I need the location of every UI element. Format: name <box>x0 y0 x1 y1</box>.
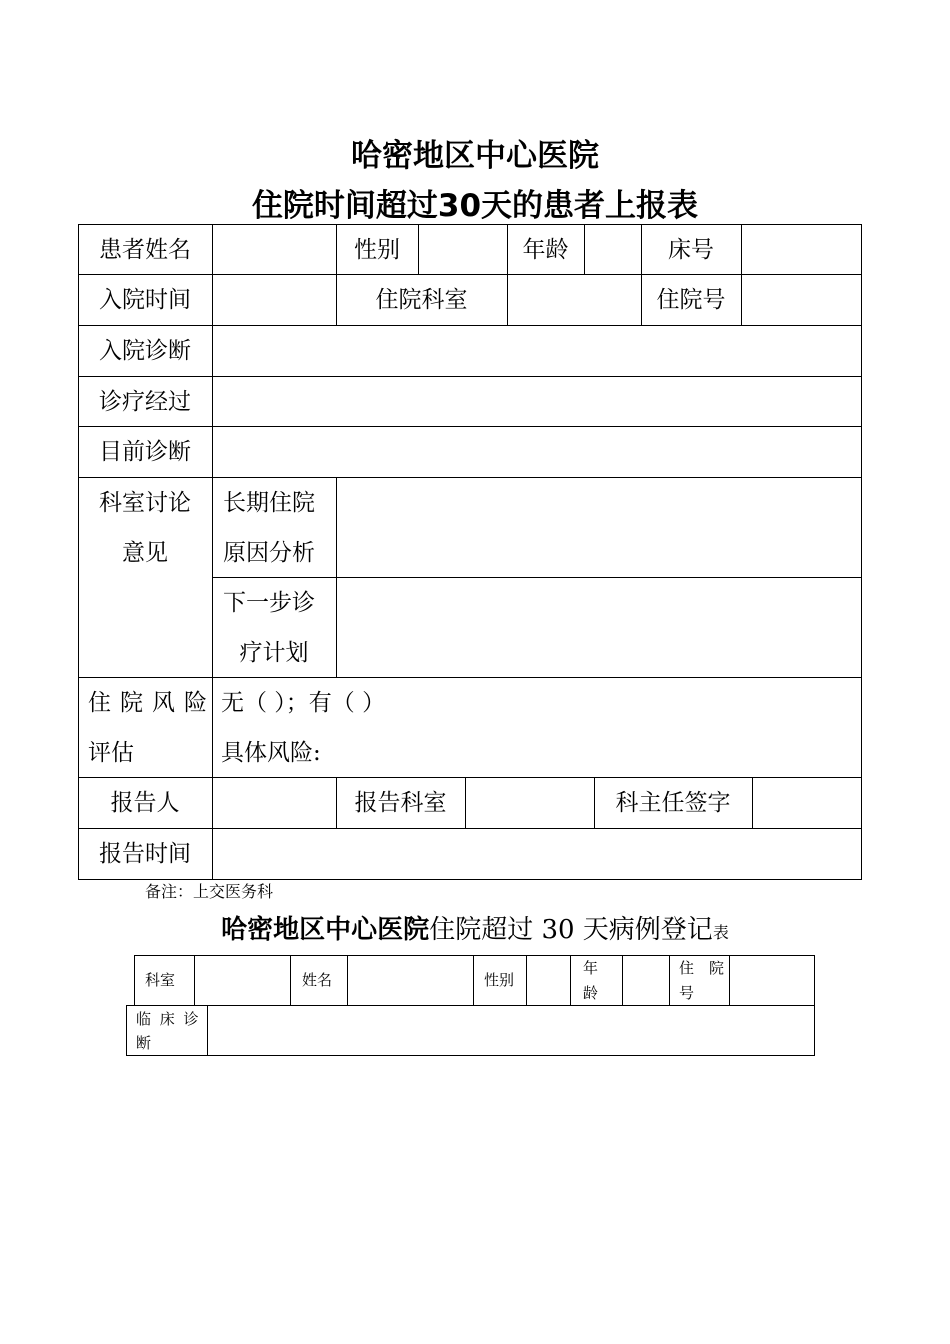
register-label-name: 姓名 <box>302 971 333 989</box>
label-inpatient-no: 住院号 <box>656 287 726 313</box>
label-admission-diagnosis: 入院诊断 <box>99 338 191 364</box>
label-director-signature: 科主任签字 <box>615 790 731 816</box>
submission-note: 备注：上交医务科 <box>145 882 274 901</box>
register-age-field[interactable] <box>623 956 669 1005</box>
age-field[interactable] <box>585 225 641 274</box>
register-label-inpatient-no-line1: 住 院 <box>679 959 725 977</box>
patient-name-field[interactable] <box>213 225 336 274</box>
register-name-field[interactable] <box>348 956 473 1005</box>
register-label-clinical-diagnosis-line2: 断 <box>136 1034 152 1052</box>
register-label-inpatient-no-line2: 号 <box>679 984 695 1002</box>
register-clinical-diagnosis-field[interactable] <box>208 1006 814 1055</box>
label-long-stay-reason-line2: 原因分析 <box>223 540 315 566</box>
label-report-time: 报告时间 <box>99 841 191 867</box>
label-specific-risk: 具体风险: <box>221 740 321 766</box>
register-title-suffix: 表 <box>712 923 729 942</box>
label-next-plan-line1: 下一步诊 <box>223 590 315 616</box>
register-label-age-line1: 年 <box>583 959 599 977</box>
label-patient-name: 患者姓名 <box>99 237 191 263</box>
current-diagnosis-field[interactable] <box>213 427 861 477</box>
report-time-field[interactable] <box>213 829 861 879</box>
register-inpatient-no-field[interactable] <box>730 956 814 1005</box>
register-gender-field[interactable] <box>527 956 570 1005</box>
gender-field[interactable] <box>419 225 507 274</box>
label-next-plan-line2: 疗计划 <box>239 640 309 666</box>
label-gender: 性别 <box>354 237 400 263</box>
specific-risk-field[interactable] <box>330 730 861 776</box>
register-label-age-line2: 龄 <box>583 984 599 1002</box>
form-title-report: 住院时间超过30天的患者上报表 <box>251 188 699 224</box>
department-field[interactable] <box>508 275 641 325</box>
register-department-field[interactable] <box>195 956 290 1005</box>
register-title <box>0 913 950 950</box>
admission-time-field[interactable] <box>213 275 336 325</box>
register-title-hospital: 哈密地区中心医院 <box>221 915 430 945</box>
label-long-stay-reason-line1: 长期住院 <box>223 490 315 516</box>
label-dept-discussion-line1: 科室讨论 <box>99 490 191 516</box>
label-risk-assessment-line1: 住院风险 <box>88 690 216 716</box>
label-age: 年龄 <box>522 237 569 263</box>
admission-diagnosis-field[interactable] <box>213 326 861 376</box>
register-title-main: 住院超过 30 天病例登记 <box>429 915 713 945</box>
register-label-clinical-diagnosis-line1: 临 床 诊 <box>136 1010 201 1028</box>
label-dept-discussion-line2: 意见 <box>122 540 168 566</box>
treatment-process-field[interactable] <box>213 377 861 426</box>
bed-no-field[interactable] <box>742 225 861 274</box>
director-signature-field[interactable] <box>753 778 861 828</box>
label-treatment-process: 诊疗经过 <box>99 389 191 415</box>
report-department-field[interactable] <box>466 778 594 828</box>
register-label-gender: 性别 <box>484 971 515 989</box>
label-risk-assessment-line2: 评估 <box>88 740 134 766</box>
inpatient-no-field[interactable] <box>742 275 861 325</box>
next-plan-field[interactable] <box>337 578 861 677</box>
label-report-department: 报告科室 <box>354 790 447 816</box>
form-title-hospital: 哈密地区中心医院 <box>351 138 599 174</box>
register-label-department: 科室 <box>145 971 176 989</box>
risk-options[interactable]: 无（ ）；有（ ） <box>221 690 386 716</box>
reporter-field[interactable] <box>213 778 336 828</box>
label-reporter: 报告人 <box>110 790 180 816</box>
label-bed-no: 床号 <box>668 237 714 263</box>
label-current-diagnosis: 目前诊断 <box>99 439 191 465</box>
label-admission-time: 入院时间 <box>99 287 191 313</box>
label-department: 住院科室 <box>375 287 468 313</box>
long-stay-reason-field[interactable] <box>337 478 861 577</box>
